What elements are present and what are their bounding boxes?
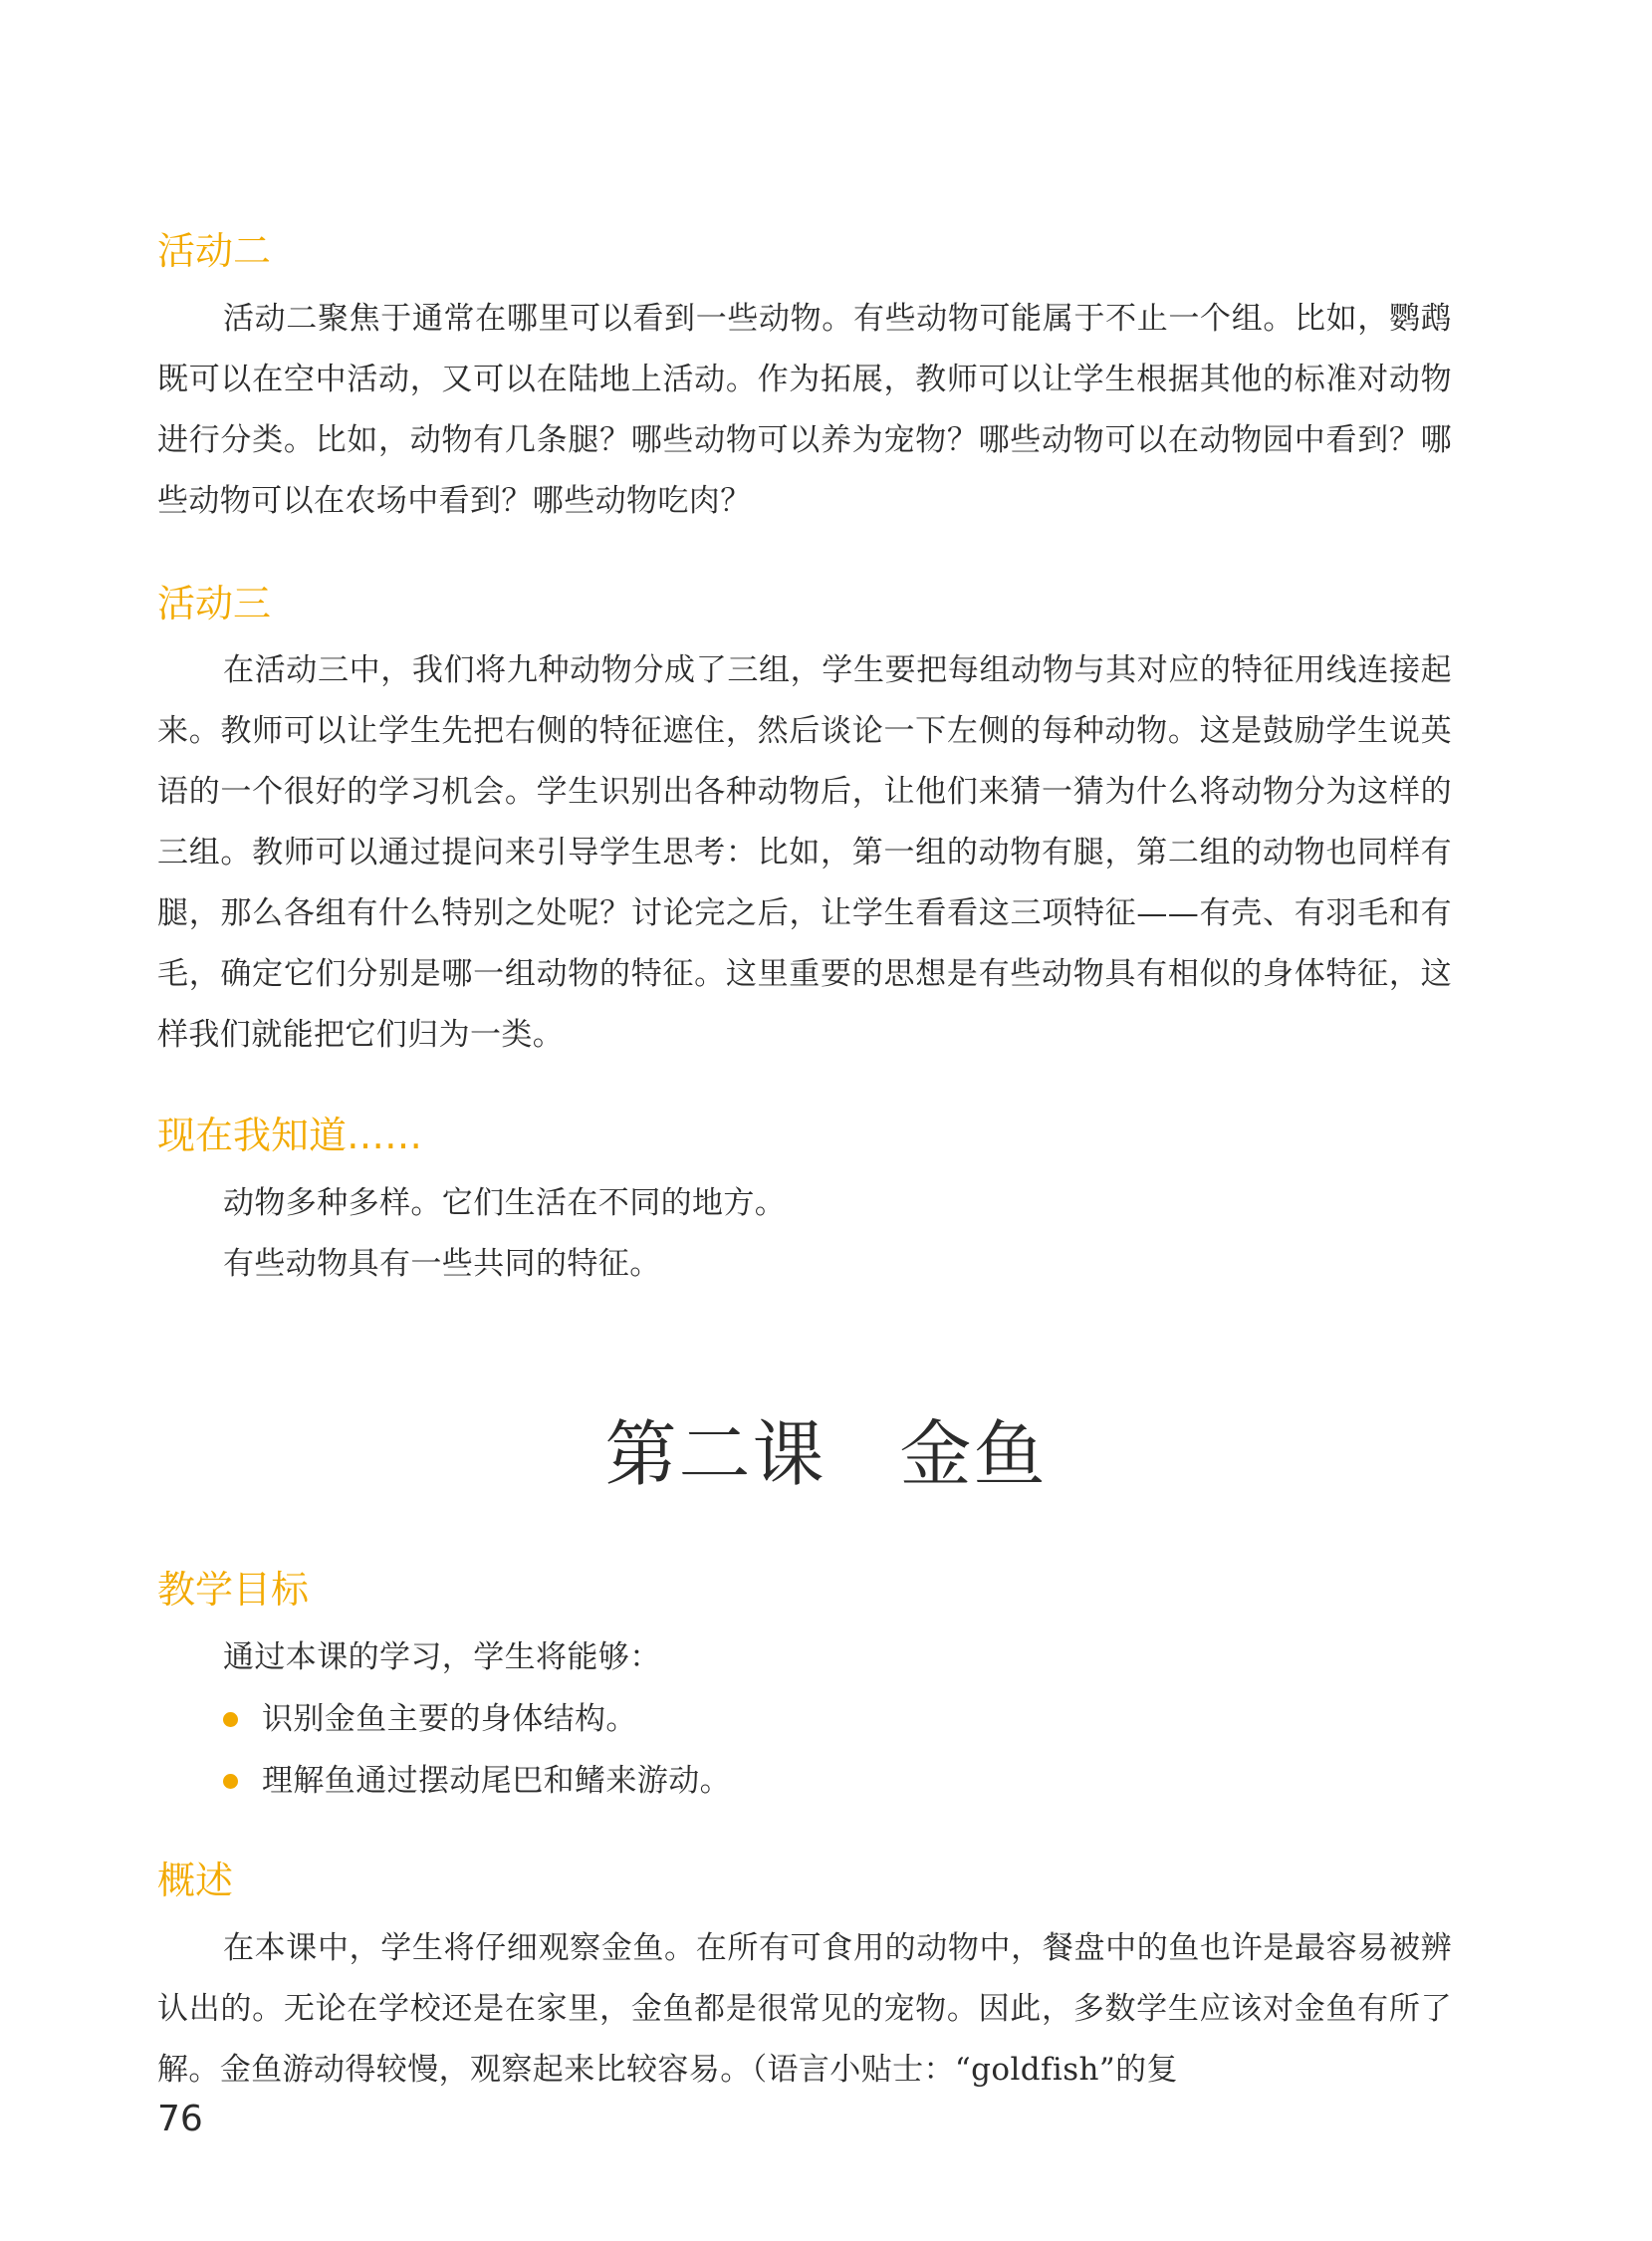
objectives-intro: 通过本课的学习，学生将能够： [223, 1639, 661, 1675]
activity3-paragraph: 在活动三中，我们将九种动物分成了三组，学生要把每组动物与其对应的特征用线连接起来。教师可以让学生先把右侧的特征遮住，然后谈论一下左侧的每种动物。这是鼓励学生说英语的一个很好的学习机会。学生识别出各种动物后，让他们来猜一猜为什么将动物分为这样的三组。教师可以通过提问来引导学生思考：比如，第一组的动物有腿，第二组的动物也同样有腿，那么各组有什么特别之处呢？讨论完之后，让学生看看这三项特征——有壳、有羽毛和有毛，确定它们分别是哪一组动物的特征。这里重要的思想是有些动物具有相似的身体特征，这样我们就能把它们归为一类。 [157, 652, 1452, 1053]
objective-item-1 [223, 1689, 637, 1750]
overview-paragraph: 在本课中，学生将仔细观察金鱼。在所有可食用的动物中，餐盘中的鱼也许是最容易被辨认出的。无论在学校还是在家里，金鱼都是很常见的宠物。因此，多数学生应该对金鱼有所了解。金鱼游动得较慢，观察起来比较容易。（语言小贴士：“goldfish”的复 [157, 1930, 1452, 2088]
now-i-know-heading: 现在我知道…… [157, 1114, 423, 1157]
page-number: 76 [157, 2099, 203, 2139]
objective-item-2 [223, 1751, 731, 1812]
activity2-paragraph: 活动二聚焦于通常在哪里可以看到一些动物。有些动物可能属于不止一个组。比如，鹦鹉既可以在空中活动，又可以在陆地上活动。作为拓展，教师可以让学生根据其他的标准对动物进行分类。比如，动物有几条腿？哪些动物可以养为宠物？哪些动物可以在动物园中看到？哪些动物可以在农场中看到？哪些动物吃肉？ [157, 301, 1452, 519]
now-i-know-line-1: 动物多种多样。它们生活在不同的地方。 [223, 1185, 787, 1221]
activity2-heading: 活动二 [157, 229, 272, 273]
now-i-know-line-2: 有些动物具有一些共同的特征。 [223, 1246, 661, 1282]
lesson-title: 第二课 金鱼 [604, 1412, 1048, 1496]
bullet-dot-icon [223, 1774, 238, 1789]
overview-heading: 概述 [157, 1859, 234, 1902]
objective-text-2: 理解鱼通过摆动尾巴和鳍来游动。 [262, 1763, 731, 1799]
objectives-heading: 教学目标 [157, 1568, 310, 1612]
activity3-heading: 活动三 [157, 582, 272, 625]
bullet-dot-icon [223, 1712, 238, 1727]
objective-text-1: 识别金鱼主要的身体结构。 [262, 1701, 637, 1737]
